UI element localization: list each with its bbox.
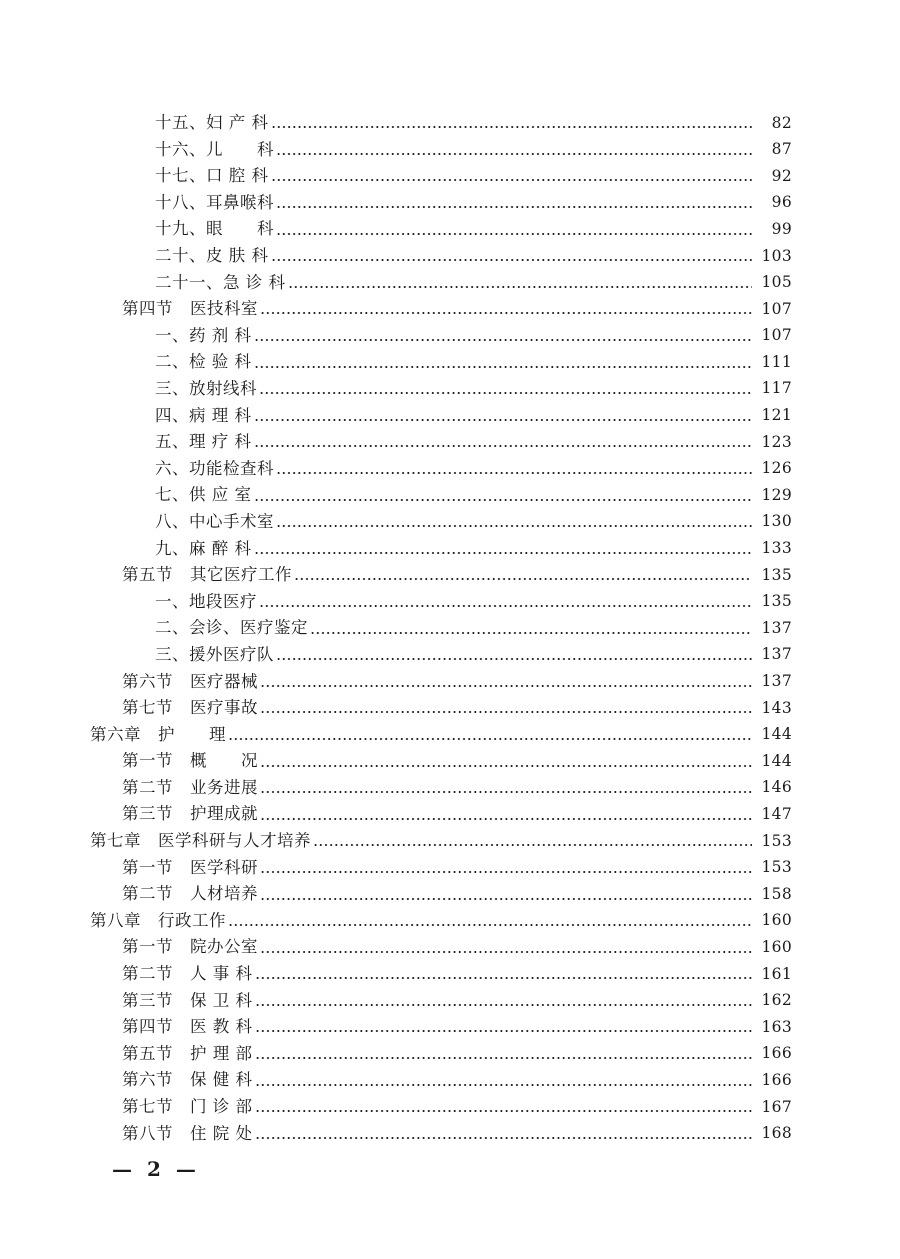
toc-entry-page-number: 82 [771, 113, 792, 132]
toc-entry-page-number: 146 [761, 778, 792, 797]
toc-entry-title: 第五节 护 理 部 [122, 1043, 253, 1063]
toc-entry-page-number: 162 [761, 991, 792, 1010]
toc-entry-page-number: 168 [761, 1124, 792, 1143]
toc-entry-title: 五、理 疗 科 [155, 432, 252, 452]
dot-leader [228, 738, 752, 740]
toc-entry [0, 908, 900, 935]
dot-leader [254, 499, 753, 501]
toc-entry-title: 第一节 医学科研 [122, 857, 258, 877]
toc-entry [0, 482, 900, 509]
dot-leader [260, 951, 752, 953]
dot-leader [271, 259, 753, 261]
page-number: — 2 — [112, 1157, 200, 1181]
toc-entry [0, 642, 900, 669]
toc-entry-title: 六、功能检查科 [155, 458, 274, 478]
toc-entry-page-number: 123 [761, 432, 792, 451]
toc-entry-title: 十五、妇 产 科 [155, 113, 269, 133]
dot-leader [260, 818, 752, 820]
dot-leader [271, 126, 753, 128]
toc-entry-title: 第七章 医学科研与人才培养 [90, 831, 311, 851]
dot-leader [255, 1004, 753, 1006]
dot-leader [260, 791, 752, 793]
toc-entry-page-number: 103 [761, 246, 792, 265]
dot-leader [260, 711, 752, 713]
toc-entry-title: 第六节 医疗器械 [122, 671, 258, 691]
toc-entry-page-number: 137 [761, 645, 792, 664]
toc-entry-page-number: 160 [761, 911, 792, 930]
toc-entry-page-number: 166 [761, 1070, 792, 1089]
toc-entry-title: 十六、儿 科 [155, 139, 274, 159]
toc-entry-title: 四、病 理 科 [155, 405, 252, 425]
toc-entry [0, 615, 900, 642]
toc-entry-page-number: 92 [771, 166, 792, 185]
toc-entry-title: 十八、耳鼻喉科 [155, 192, 274, 212]
toc-entry-page-number: 135 [761, 592, 792, 611]
toc-entry [0, 775, 900, 802]
toc-entry [0, 961, 900, 988]
toc-entry-page-number: 160 [761, 937, 792, 956]
toc-entry [0, 296, 900, 323]
toc-entry-page-number: 135 [761, 565, 792, 584]
toc-entry-title: 第五节 其它医疗工作 [122, 565, 292, 585]
toc-entry-page-number: 111 [761, 352, 792, 371]
toc-entry [0, 243, 900, 270]
dot-leader [276, 472, 752, 474]
toc-entry [0, 376, 900, 403]
toc-entry [0, 668, 900, 695]
toc-entry-title: 三、援外医疗队 [155, 644, 274, 664]
dot-leader [228, 924, 752, 926]
toc-entry-title: 二十、皮 肤 科 [155, 246, 269, 266]
toc-entry-page-number: 99 [771, 219, 792, 238]
toc-entry [0, 1067, 900, 1094]
toc-entry-page-number: 130 [761, 512, 792, 531]
toc-entry-page-number: 147 [761, 804, 792, 823]
toc-entry [0, 934, 900, 961]
toc-entry-title: 第七节 门 诊 部 [122, 1097, 253, 1117]
toc-entry [0, 722, 900, 749]
dot-leader [255, 1030, 753, 1032]
dot-leader [255, 1110, 753, 1112]
toc-entry-title: 第二节 人 事 科 [122, 964, 253, 984]
toc-entry-title: 八、中心手术室 [155, 511, 274, 531]
dot-leader [255, 1137, 753, 1139]
dot-leader [255, 1057, 753, 1059]
toc-entry [0, 110, 900, 137]
dot-leader [276, 525, 752, 527]
toc-entry-title: 第二节 人材培养 [122, 884, 258, 904]
toc-entry-page-number: 163 [761, 1017, 792, 1036]
toc-entry-page-number: 137 [761, 672, 792, 691]
dot-leader [254, 339, 753, 341]
toc-entry-page-number: 161 [761, 964, 792, 983]
toc-entry [0, 589, 900, 616]
toc-entry-page-number: 137 [761, 618, 792, 637]
toc-entry [0, 801, 900, 828]
toc-entry-title: 第四节 医 教 科 [122, 1017, 253, 1037]
toc-entry-page-number: 167 [761, 1097, 792, 1116]
dot-leader [259, 605, 752, 607]
toc-entry-title: 一、药 剂 科 [155, 325, 252, 345]
toc-entry-title: 二、检 验 科 [155, 352, 252, 372]
toc-entry-page-number: 96 [771, 193, 792, 212]
toc-entry [0, 349, 900, 376]
toc-entry-title: 二十一、急 诊 科 [155, 272, 286, 292]
toc-entry-title: 三、放射线科 [155, 378, 257, 398]
toc-entry-title: 十七、口 腔 科 [155, 166, 269, 186]
toc-entry [0, 163, 900, 190]
toc-entry [0, 216, 900, 243]
dot-leader [254, 366, 753, 368]
toc-entry [0, 536, 900, 563]
toc-entry-title: 一、地段医疗 [155, 591, 257, 611]
toc-entry-page-number: 143 [761, 698, 792, 717]
toc-entry [0, 456, 900, 483]
toc-entry [0, 562, 900, 589]
toc-entry-page-number: 117 [761, 379, 792, 398]
toc-entry [0, 190, 900, 217]
toc-entry [0, 1121, 900, 1148]
toc-entry-title: 九、麻 醉 科 [155, 538, 252, 558]
toc-entry [0, 828, 900, 855]
toc-entry-page-number: 158 [761, 884, 792, 903]
toc-entry [0, 429, 900, 456]
toc-entry [0, 1014, 900, 1041]
toc-entry-page-number: 144 [761, 751, 792, 770]
toc-entry-title: 二、会诊、医疗鉴定 [155, 618, 308, 638]
dot-leader [313, 844, 752, 846]
table-of-contents [0, 110, 900, 1147]
toc-entry-title: 第八章 行政工作 [90, 910, 226, 930]
toc-entry-title: 第六节 保 健 科 [122, 1070, 253, 1090]
toc-entry-page-number: 126 [761, 459, 792, 478]
dot-leader [260, 898, 752, 900]
dot-leader [260, 685, 752, 687]
dot-leader [288, 286, 753, 288]
toc-entry-page-number: 153 [761, 831, 792, 850]
toc-entry-page-number: 107 [761, 299, 792, 318]
toc-entry-title: 第七节 医疗事故 [122, 698, 258, 718]
dot-leader [276, 233, 752, 235]
toc-entry-title: 七、供 应 室 [155, 485, 252, 505]
toc-entry-title: 第三节 护理成就 [122, 804, 258, 824]
toc-entry-page-number: 107 [761, 326, 792, 345]
toc-entry-page-number: 144 [761, 725, 792, 744]
toc-entry [0, 1094, 900, 1121]
dot-leader [271, 179, 753, 181]
dot-leader [276, 206, 752, 208]
toc-entry-title: 第六章 护 理 [90, 724, 226, 744]
toc-entry-title: 第一节 院办公室 [122, 937, 258, 957]
dot-leader [294, 578, 752, 580]
toc-entry-page-number: 105 [761, 273, 792, 292]
dot-leader [260, 312, 752, 314]
toc-entry-page-number: 121 [761, 406, 792, 425]
toc-entry-page-number: 129 [761, 485, 792, 504]
dot-leader [260, 765, 752, 767]
dot-leader [255, 1084, 753, 1086]
toc-entry-title: 第二节 业务进展 [122, 777, 258, 797]
dot-leader [260, 871, 752, 873]
toc-entry [0, 137, 900, 164]
toc-entry-page-number: 133 [761, 539, 792, 558]
toc-entry [0, 988, 900, 1015]
toc-entry-title: 第八节 住 院 处 [122, 1123, 253, 1143]
dot-leader [254, 445, 753, 447]
toc-entry [0, 881, 900, 908]
dot-leader [254, 552, 753, 554]
toc-entry-title: 十九、眼 科 [155, 219, 274, 239]
toc-entry-title: 第三节 保 卫 科 [122, 990, 253, 1010]
dot-leader [310, 632, 752, 634]
toc-entry [0, 748, 900, 775]
toc-entry [0, 270, 900, 297]
toc-entry-title: 第一节 概 况 [122, 751, 258, 771]
dot-leader [276, 153, 752, 155]
toc-entry [0, 403, 900, 430]
toc-entry [0, 323, 900, 350]
toc-entry-page-number: 166 [761, 1044, 792, 1063]
dot-leader [255, 977, 753, 979]
toc-entry-title: 第四节 医技科室 [122, 299, 258, 319]
toc-entry-page-number: 153 [761, 858, 792, 877]
toc-entry [0, 695, 900, 722]
dot-leader [259, 392, 752, 394]
dot-leader [254, 419, 753, 421]
toc-entry-page-number: 87 [771, 140, 792, 159]
toc-entry [0, 509, 900, 536]
dot-leader [276, 658, 752, 660]
toc-entry [0, 1041, 900, 1068]
toc-entry [0, 855, 900, 882]
